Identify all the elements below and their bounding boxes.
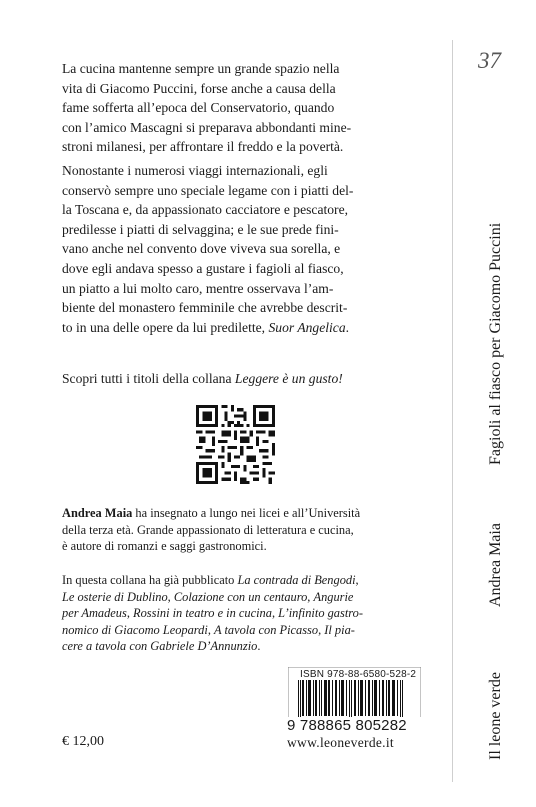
qr-code[interactable] xyxy=(196,405,275,484)
text-line: biente del monastero femminile che avrebbe descrit- xyxy=(62,300,348,316)
bib-line: per Amadeus, Rossini in teatro e in cucina, L’infinito gastro- xyxy=(62,606,363,621)
bio-text: ha insegnato a lungo nei licei e all’Università xyxy=(132,506,361,520)
book-title: Le osterie di Dublino xyxy=(62,589,168,604)
bib-line: cere a tavola con Gabriele D’Annunzio. xyxy=(62,639,261,654)
bio-line: è autore di romanzi e saggi gastronomici. xyxy=(62,539,267,554)
bib-line: Le osterie di Dublino, Colazione con un centauro, Angurie xyxy=(62,589,354,604)
publisher-website[interactable]: www.leoneverde.it xyxy=(287,735,394,750)
intro-paragraph xyxy=(62,59,427,157)
bib-line: nomico di Giacomo Leopardi, A tavola con Picasso, Il pia- xyxy=(62,622,355,637)
text-line: dove egli andava spesso a gustare i fagioli al fiasco, xyxy=(62,260,344,276)
text-line: predilesse i piatti di selvaggina; e le sue prede fini- xyxy=(62,221,339,237)
series-promo-text: Scopri tutti i titoli della collana xyxy=(62,371,235,386)
text-line: La cucina mantenne sempre un grande spazio nella xyxy=(62,61,340,76)
series-promo xyxy=(62,369,427,389)
text-line xyxy=(62,318,427,338)
punctuation: . xyxy=(345,319,350,335)
spine-publisher: Il leone verde xyxy=(487,672,504,760)
book-title: Il pia- xyxy=(324,622,355,637)
opera-title: Suor Angelica xyxy=(268,319,346,335)
bib-line: In questa collana ha già pubblicato La contrada di Bengodi, xyxy=(62,573,359,587)
text-fragment: to in una delle opere da lui predilette, xyxy=(62,319,266,335)
book-title: per Amadeus xyxy=(62,606,127,621)
book-title: L’infinito gastro- xyxy=(278,606,363,621)
book-title: nomico di Giacomo Leopardi xyxy=(62,622,208,637)
author-name: Andrea Maia xyxy=(62,506,133,520)
bib-intro: In questa collana ha già pubblicato xyxy=(62,573,238,587)
author-bio xyxy=(62,505,427,555)
text-line: la Toscana e, da appassionato cacciatore e pescatore, xyxy=(62,202,349,218)
book-title: Colazione con un centauro xyxy=(173,589,308,604)
book-title: A tavola con Picasso xyxy=(214,622,319,637)
text-line: un piatto a lui molto caro, mentre osservava l’am- xyxy=(62,280,334,296)
author-bibliography xyxy=(62,572,427,655)
price: € 12,00 xyxy=(62,734,104,749)
bio-line: della terza età. Grande appassionato di letteratura e cucina, xyxy=(62,522,354,537)
text-line: Nonostante i numerosi viaggi internazionali, egli xyxy=(62,163,328,178)
isbn-label: ISBN 978-88-6580-528-2 xyxy=(300,669,417,680)
spine-author: Andrea Maia xyxy=(487,523,504,607)
text-line: vita di Giacomo Puccini, forse anche a causa della xyxy=(62,80,336,96)
text-line: vano anche nel convento dove viveva sua sorella, e xyxy=(62,241,341,257)
spine-divider xyxy=(452,40,453,782)
spine-title: Fagioli al fiasco per Giacomo Puccini xyxy=(487,222,504,465)
text-line: fame sofferta all’epoca del Conservatorio, quando xyxy=(62,100,335,116)
book-title: Rossini in teatro e in cucina xyxy=(133,606,272,621)
series-name: Leggere è un gusto! xyxy=(234,371,343,386)
book-title: Angurie xyxy=(313,589,354,604)
book-title: cere a tavola con Gabriele D’Annunzio xyxy=(62,639,258,654)
book-title: La contrada di Bengodi xyxy=(237,573,356,587)
text-line: stroni milanesi, per affrontare il freddo e la povertà. xyxy=(62,139,344,155)
body-paragraph xyxy=(62,161,427,337)
text-line: conservò sempre uno speciale legame con i piatti del- xyxy=(62,182,354,198)
bio-line xyxy=(62,505,427,522)
barcode-number: 9 788865 805282 xyxy=(287,717,423,734)
page-number: 37 xyxy=(478,48,501,73)
text-line: con l’amico Mascagni si preparava abbondanti mine- xyxy=(62,119,352,135)
